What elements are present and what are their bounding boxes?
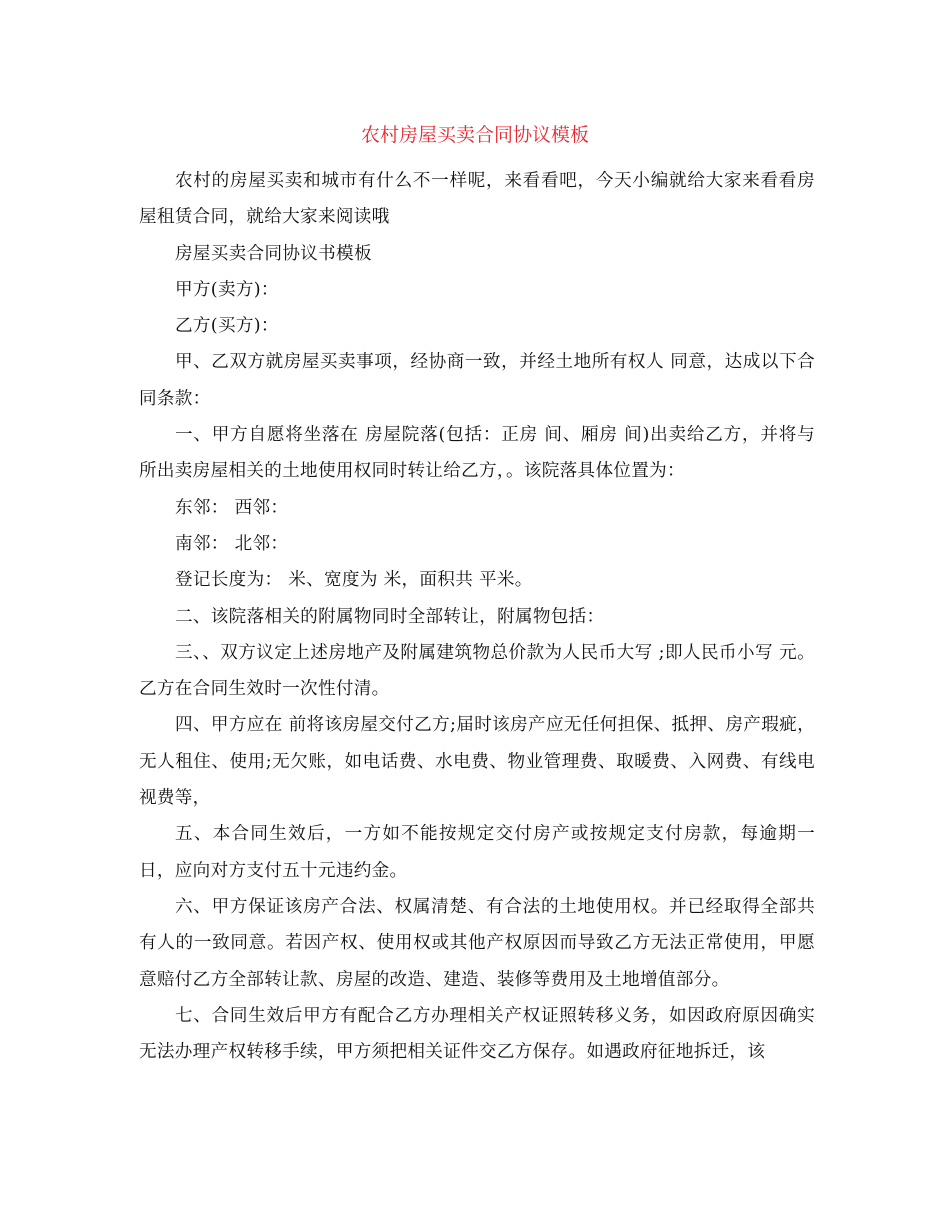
- paragraph-clause-3: 三、、双方议定上述房地产及附属建筑物总价款为人民币大写 ;即人民币小写 元。乙方在合同生效时一次性付清。: [139, 642, 815, 700]
- paragraph-clause-5: 五、本合同生效后，一方如不能按规定交付房产或按规定支付房款，每逾期一日，应向对方支付五十元违约金。: [139, 824, 815, 881]
- paragraph-intro: 农村的房屋买卖和城市有什么不一样呢，来看看吧，今天小编就给大家来看看房屋租赁合同，就给大家来阅读哦: [139, 171, 815, 228]
- paragraph-dimensions: 登记长度为： 米、宽度为 米，面积共 平米。: [175, 570, 533, 591]
- paragraph-clause-2: 二、该院落相关的附属物同时全部转让，附属物包括：: [175, 606, 605, 627]
- paragraph-east-west: 东邻： 西邻：: [175, 497, 289, 518]
- paragraph-party-a: 甲方(卖方)：: [175, 279, 279, 300]
- paragraph-clause-4: 四、甲方应在 前将该房屋交付乙方;届时该房产应无任何担保、抵押、房产瑕疵，无人租住、使用;无欠账，如电话费、水电费、物业管理费、取暖费、入网费、有线电视费等，: [139, 715, 815, 809]
- paragraph-subtitle: 房屋买卖合同协议书模板: [175, 243, 372, 264]
- paragraph-clause-1: 一、甲方自愿将坐落在 房屋院落(包括：正房 间、厢房 间)出卖给乙方，并将与所出卖房屋相关的土地使用权同时转让给乙方，。该院落具体位置为：: [139, 425, 815, 482]
- paragraph-south-north: 南邻： 北邻：: [175, 533, 289, 554]
- document-body: [139, 163, 815, 1070]
- paragraph-preamble: 甲、乙双方就房屋买卖事项，经协商一致，并经土地所有权人 同意，达成以下合同条款：: [139, 352, 815, 409]
- paragraph-clause-6: 六、甲方保证该房产合法、权属清楚、有合法的土地使用权。并已经取得全部共有人的一致同意。若因产权、使用权或其他产权原因而导致乙方无法正常使用，甲愿意赔付乙方全部转让款、房屋的改造、建造、装修等费用及土地增值部分。: [139, 896, 815, 990]
- paragraph-clause-7: 七、合同生效后甲方有配合乙方办理相关产权证照转移义务，如因政府原因确实无法办理产权转移手续，甲方须把相关证件交乙方保存。如遇政府征地拆迁，该: [139, 1005, 815, 1063]
- document-title: 农村房屋买卖合同协议模板: [360, 124, 589, 146]
- paragraph-party-b: 乙方(买方)：: [175, 316, 279, 337]
